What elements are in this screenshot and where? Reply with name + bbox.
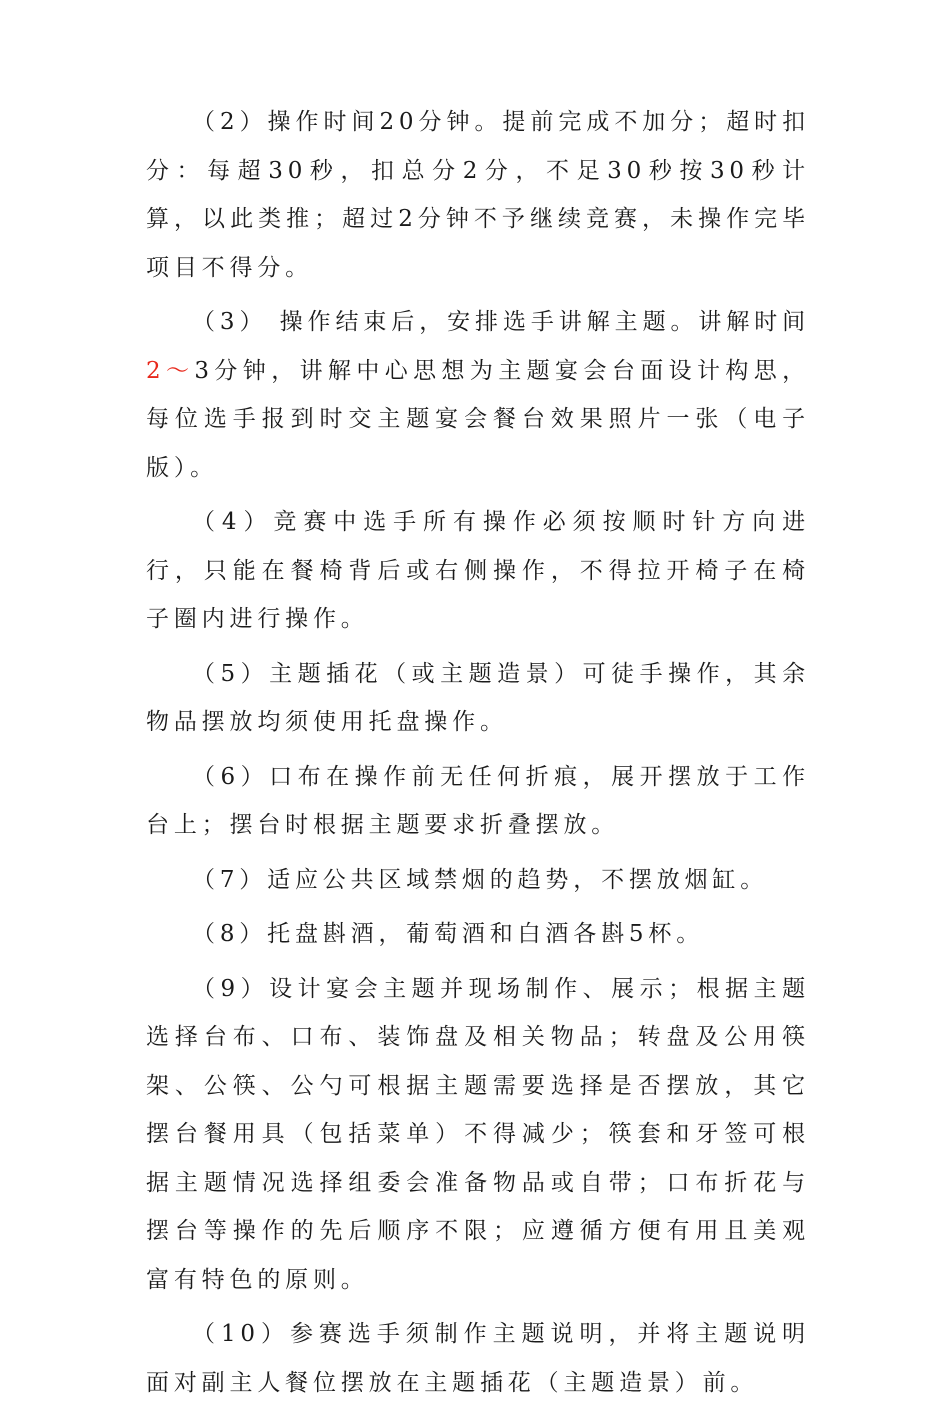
rule-paragraph-4: （4）竞赛中选手所有操作必须按顺时针方向进行，只能在餐椅背后或右侧操作，不得拉开椅子在椅子圈内进行操作。 — [146, 509, 810, 632]
rule-paragraph-2: （2）操作时间20分钟。提前完成不加分；超时扣分：每超30秒，扣总分2分，不足30秒按30秒计算，以此类推；超过2分钟不予继续竞赛，未操作完毕项目不得分。 — [146, 109, 810, 281]
rule-paragraph-8: （8）托盘斟酒，葡萄酒和白酒各斟5杯。 — [192, 921, 705, 947]
rule-paragraph-5: （5）主题插花（或主题造景）可徒手操作，其余物品摆放均须使用托盘操作。 — [146, 660, 810, 735]
rule-paragraph-9: （9）设计宴会主题并现场制作、展示；根据主题选择台布、口布、装饰盘及相关物品；转盘及公用筷架、公筷、公勺可根据主题需要选择是否摆放，其它摆台餐用具（包括菜单）不得减少；筷套和牙签可根据主题情况选择组委会准备物品或自带；口布折花与摆台等操作的先后顺序不限；应遵循方便有用且美观富有特色的原则。 — [146, 975, 810, 1293]
rule-paragraph-3 — [146, 298, 810, 492]
time-range-highlight: 2～ — [146, 357, 195, 384]
rule-paragraph-6: （6）口布在操作前无任何折痕，展开摆放于工作台上；摆台时根据主题要求折叠摆放。 — [146, 763, 810, 838]
rule-paragraph-10: （10）参赛选手须制作主题说明，并将主题说明面对副主人餐位摆放在主题插花（主题造景）前。 — [146, 1321, 810, 1396]
rule-paragraph-3-after: 3分钟，讲解中心思想为主题宴会台面设计构思，每位选手报到时交主题宴会餐台效果照片一张（电子版）。 — [146, 357, 810, 481]
rule-paragraph-3-before: （3） 操作结束后，安排选手讲解主题。讲解时间 — [192, 309, 810, 335]
rule-paragraph-7: （7）适应公共区域禁烟的趋势，不摆放烟缸。 — [192, 866, 769, 893]
document-page — [146, 98, 810, 1413]
